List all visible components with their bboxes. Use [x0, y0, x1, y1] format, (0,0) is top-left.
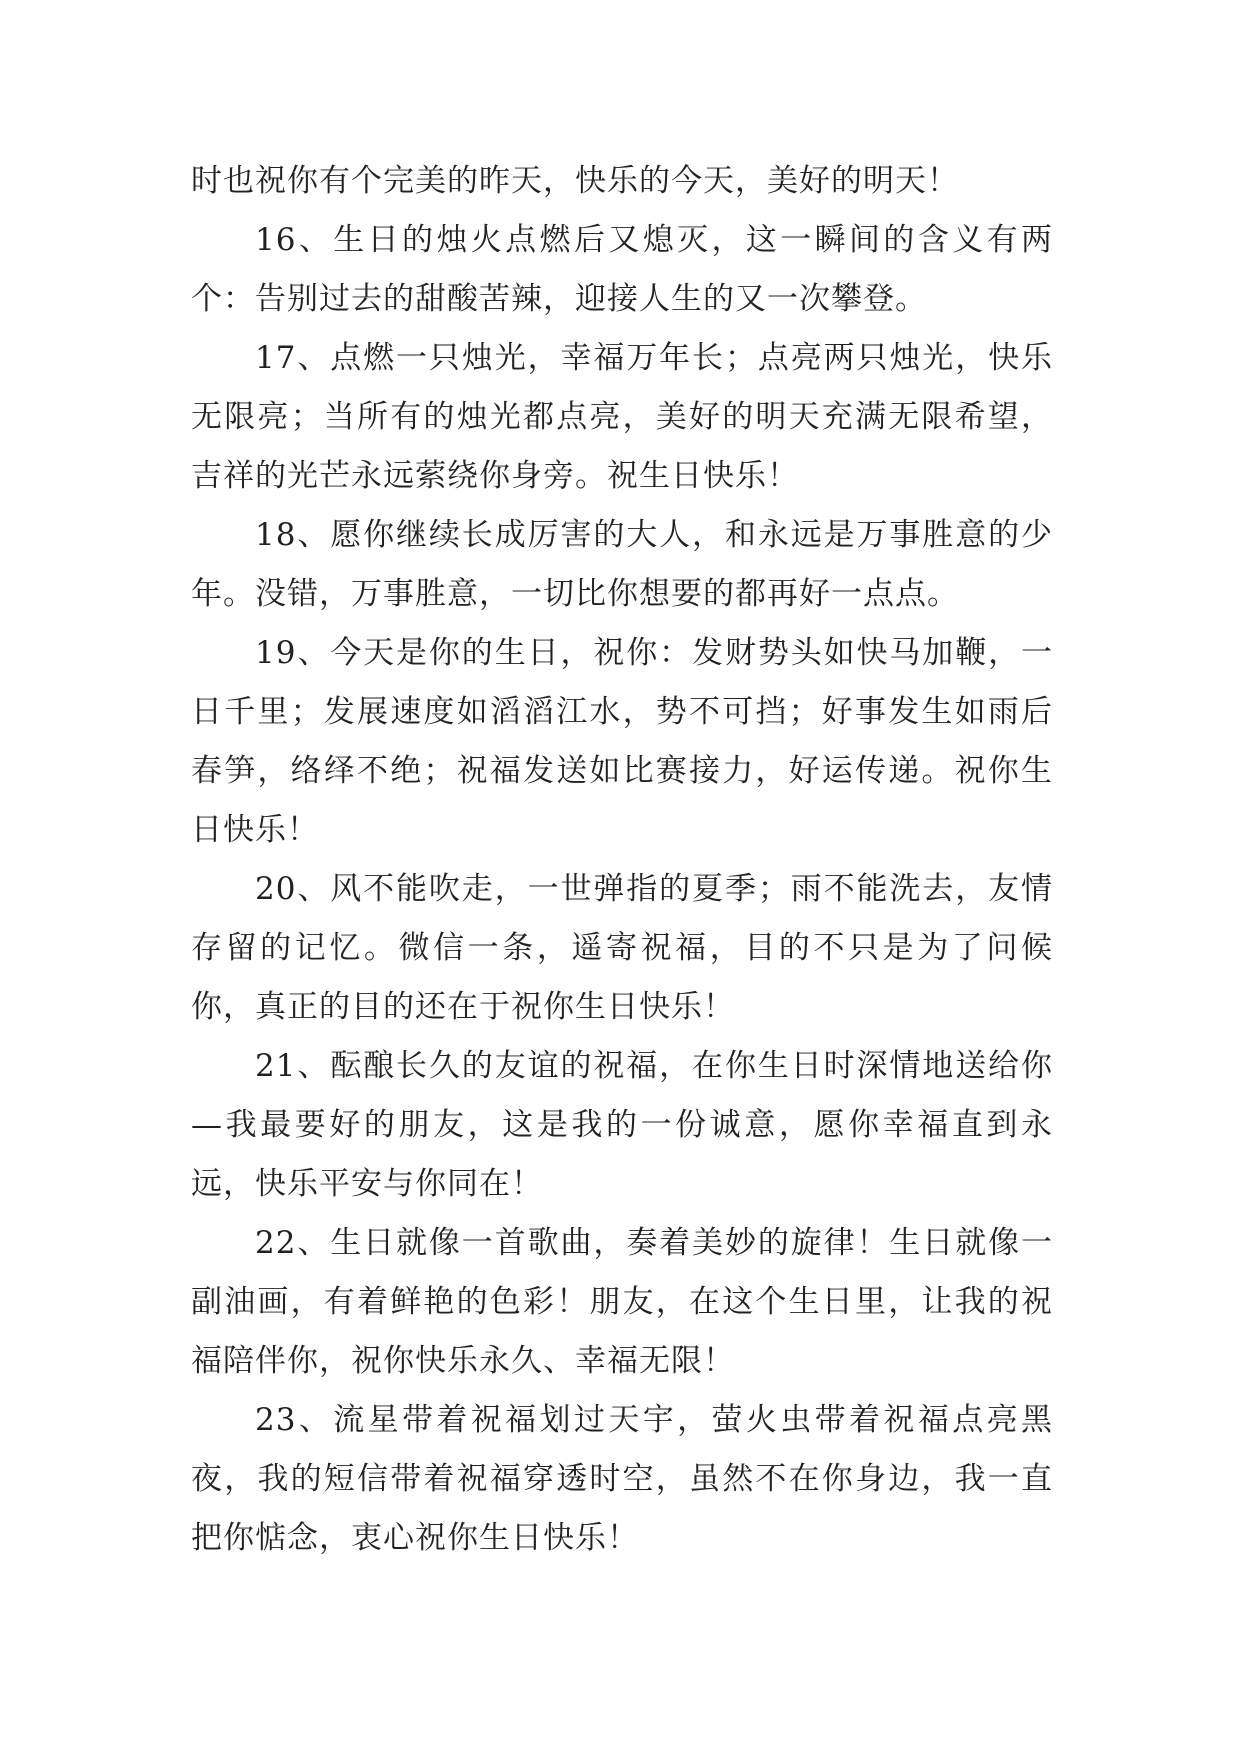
paragraph-18: 18、愿你继续长成厉害的大人，和永远是万事胜意的少年。没错，万事胜意，一切比你想要的都再好一点点。 [191, 517, 1053, 612]
paragraph-16: 16、生日的烛火点燃后又熄灭，这一瞬间的含义有两个：告别过去的甜酸苦辣，迎接人生的又一次攀登。 [191, 222, 1053, 317]
paragraph-22: 22、生日就像一首歌曲，奏着美妙的旋律！生日就像一副油画，有着鲜艳的色彩！朋友，在这个生日里，让我的祝福陪伴你，祝你快乐永久、幸福无限！ [191, 1225, 1053, 1379]
paragraph-20: 20、风不能吹走，一世弹指的夏季；雨不能洗去，友情存留的记忆。微信一条，遥寄祝福，目的不只是为了问候你，真正的目的还在于祝你生日快乐！ [191, 871, 1053, 1025]
paragraph-23: 23、流星带着祝福划过天宇，萤火虫带着祝福点亮黑夜，我的短信带着祝福穿透时空，虽然不在你身边，我一直把你惦念，衷心祝你生日快乐！ [191, 1402, 1053, 1556]
paragraph-19: 19、今天是你的生日，祝你：发财势头如快马加鞭，一日千里；发展速度如滔滔江水，势不可挡；好事发生如雨后春笋，络绎不绝；祝福发送如比赛接力，好运传递。祝你生日快乐！ [191, 635, 1053, 848]
document-body [191, 152, 1053, 1568]
paragraph-17: 17、点燃一只烛光，幸福万年长；点亮两只烛光，快乐无限亮；当所有的烛光都点亮，美好的明天充满无限希望，吉祥的光芒永远萦绕你身旁。祝生日快乐！ [191, 340, 1053, 494]
paragraph-21: 21、酝酿长久的友谊的祝福，在你生日时深情地送给你—我最要好的朋友，这是我的一份诚意，愿你幸福直到永远，快乐平安与你同在！ [191, 1048, 1053, 1202]
paragraph-continuation: 时也祝你有个完美的昨天，快乐的今天，美好的明天！ [191, 163, 959, 199]
